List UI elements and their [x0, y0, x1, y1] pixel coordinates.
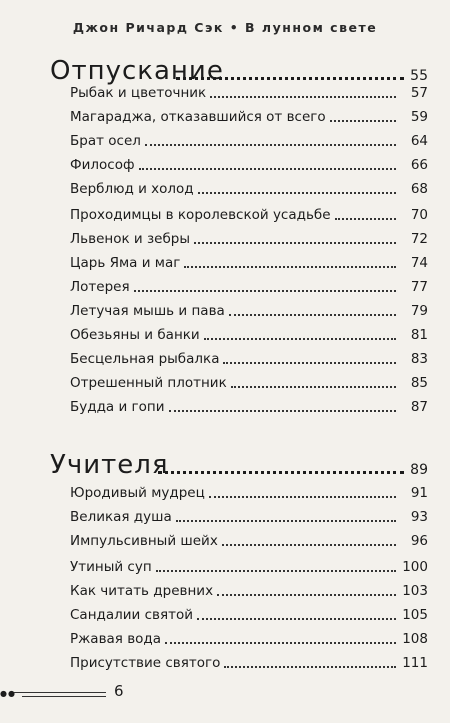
toc-entry[interactable] — [70, 276, 428, 296]
toc-entry[interactable] — [70, 652, 428, 672]
dot-leader — [222, 544, 396, 546]
entry-title: Проходимцы в королевской усадьбе — [70, 207, 331, 223]
entry-title: Отрешенный плотник — [70, 375, 227, 391]
entry-page: 74 — [410, 255, 428, 271]
toc-entry[interactable] — [70, 506, 428, 526]
entry-title: Львенок и зебры — [70, 231, 191, 247]
dot-leader — [134, 290, 396, 292]
toc-entry[interactable] — [70, 324, 428, 344]
entry-title: Верблюд и холод — [70, 181, 194, 197]
dot-leader — [156, 570, 396, 572]
entry-page: 111 — [402, 655, 428, 671]
entry-title: Брат осел — [70, 133, 141, 149]
entry-page: 57 — [410, 85, 428, 101]
dot-leader — [224, 666, 396, 668]
entry-page: 79 — [410, 303, 428, 319]
dot-leader — [176, 77, 404, 80]
entry-title: Ржавая вода — [70, 631, 162, 647]
entry-title: Утиный суп — [70, 559, 152, 575]
dot-leader — [197, 618, 396, 620]
toc-entry[interactable] — [70, 204, 428, 224]
page-number: 6 — [114, 682, 124, 700]
dot-leader — [204, 338, 396, 340]
dot-leader — [139, 168, 396, 170]
toc-entry[interactable] — [70, 530, 428, 550]
footer-ornament-icon: ●● — [0, 689, 16, 698]
entry-page: 100 — [402, 559, 428, 575]
toc-entry[interactable] — [70, 580, 428, 600]
entry-title: Царь Яма и маг — [70, 255, 181, 271]
section-title-otpuskanie: Отпускание — [50, 56, 224, 86]
entry-title: Обезьяны и банки — [70, 327, 200, 343]
entry-title: Будда и гопи — [70, 399, 165, 415]
entry-title: Как читать древних — [70, 583, 214, 599]
section-page-number: 55 — [410, 68, 428, 84]
dot-leader — [209, 496, 396, 498]
section-leader — [170, 60, 428, 84]
entry-page: 70 — [410, 207, 428, 223]
entry-title: Импульсивный шейх — [70, 533, 218, 549]
toc-entry[interactable] — [70, 348, 428, 368]
footer-rule — [14, 692, 106, 693]
toc-entry[interactable] — [70, 106, 428, 126]
running-header: Джон Ричард Сэк • В лунном свете — [72, 20, 378, 35]
dot-leader — [176, 520, 396, 522]
entry-page: 72 — [410, 231, 428, 247]
entry-title: Юродивый мудрец — [70, 485, 205, 501]
entry-page: 64 — [410, 133, 428, 149]
toc-entry[interactable] — [70, 482, 428, 502]
dot-leader — [145, 144, 396, 146]
dot-leader — [194, 242, 396, 244]
toc-entry[interactable] — [70, 396, 428, 416]
entry-page: 96 — [410, 533, 428, 549]
section-title-uchitelya: Учителя — [50, 450, 169, 480]
dot-leader — [184, 266, 396, 268]
entry-page: 68 — [410, 181, 428, 197]
page-footer — [0, 682, 450, 706]
toc-entry[interactable] — [70, 604, 428, 624]
toc-entry[interactable] — [70, 178, 428, 198]
toc-entry[interactable] — [70, 130, 428, 150]
entry-page: 77 — [410, 279, 428, 295]
footer-rule — [22, 696, 106, 697]
dot-leader — [223, 362, 396, 364]
entry-page: 108 — [402, 631, 428, 647]
entry-title: Сандалии святой — [70, 607, 193, 623]
toc-entry[interactable] — [70, 628, 428, 648]
entry-title: Философ — [70, 157, 135, 173]
toc-entry[interactable] — [70, 228, 428, 248]
entry-page: 87 — [410, 399, 428, 415]
entry-page: 83 — [410, 351, 428, 367]
toc-entry[interactable] — [70, 372, 428, 392]
entry-page: 59 — [410, 109, 428, 125]
toc-entry[interactable] — [70, 300, 428, 320]
toc-entry[interactable] — [70, 252, 428, 272]
entry-page: 66 — [410, 157, 428, 173]
dot-leader — [198, 192, 396, 194]
entry-page: 91 — [410, 485, 428, 501]
toc-entry[interactable] — [70, 154, 428, 174]
dot-leader — [330, 120, 396, 122]
dot-leader — [169, 410, 397, 412]
entry-title: Присутствие святого — [70, 655, 221, 671]
dot-leader — [229, 314, 396, 316]
toc-entry[interactable] — [70, 556, 428, 576]
entry-page: 103 — [402, 583, 428, 599]
dot-leader — [165, 642, 396, 644]
section-leader — [152, 454, 428, 478]
dot-leader — [210, 96, 396, 98]
entry-title: Великая душа — [70, 509, 172, 525]
entry-page: 81 — [410, 327, 428, 343]
entry-page: 105 — [402, 607, 428, 623]
entry-title: Лотерея — [70, 279, 130, 295]
entry-title: Рыбак и цветочник — [70, 85, 207, 101]
dot-leader — [158, 471, 404, 474]
dot-leader — [231, 386, 396, 388]
section-page-number: 89 — [410, 462, 428, 478]
toc-entry[interactable] — [70, 82, 428, 102]
entry-title: Бесцельная рыбалка — [70, 351, 220, 367]
entry-page: 93 — [410, 509, 428, 525]
entry-title: Магараджа, отказавшийся от всего — [70, 109, 326, 125]
dot-leader — [217, 594, 396, 596]
entry-page: 85 — [410, 375, 428, 391]
dot-leader — [335, 218, 396, 220]
entry-title: Летучая мышь и пава — [70, 303, 225, 319]
